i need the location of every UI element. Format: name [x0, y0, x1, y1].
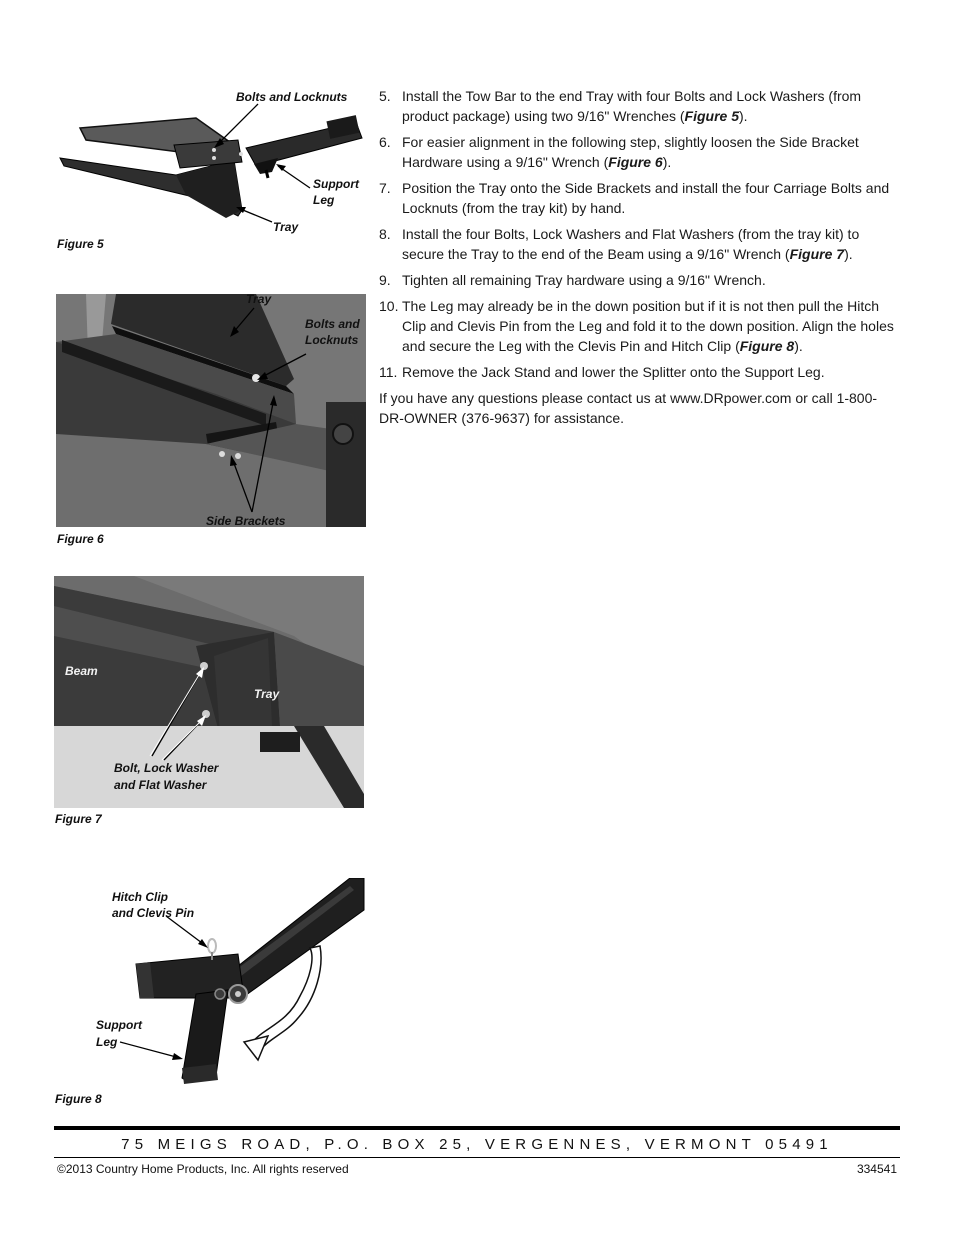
- figure-5-callout-bolts: Bolts and Locknuts: [236, 90, 348, 104]
- step-text: Tighten all remaining Tray hardware using a 9/16" Wrench.: [402, 272, 766, 288]
- contact-paragraph: If you have any questions please contact us at www.DRpower.com or call 1-800-DR-OWNER (376-9637) for assistance.: [379, 390, 878, 426]
- footer-address: 75 MEIGS ROAD, P.O. BOX 25, VERGENNES, VERMONT 05491: [121, 1136, 833, 1153]
- step-text: The Leg may already be in the down position but if it is not then pull the Hitch Clip and Clevis Pin from the Leg and fold it to the down position. Align the holes and secure the Leg with the Clevis Pin and Hitch Clip (: [402, 298, 894, 354]
- figure-7-callout-bolt-line2: and Flat Washer: [114, 778, 207, 792]
- step-number: 6.: [379, 134, 391, 150]
- figure-5-callout-tray: Tray: [273, 220, 299, 234]
- step-text-end: ).: [844, 246, 853, 262]
- figure-5-caption: Figure 5: [57, 237, 104, 251]
- figure-8-callout-support-line1: Support: [96, 1018, 142, 1032]
- step-text-end: ).: [794, 338, 803, 354]
- step-7: [379, 178, 897, 218]
- instruction-steps: [379, 86, 897, 428]
- figure-reference: Figure 5: [684, 108, 739, 124]
- figure-7-callout-tray: Tray: [254, 687, 280, 701]
- figure-8-callout-hitch-line1: Hitch Clip: [112, 890, 168, 904]
- figure-reference: Figure 6: [608, 154, 663, 170]
- footer-part-number: 334541: [856, 1162, 897, 1176]
- figure-6-callout-bolts-line1: Bolts and: [305, 317, 360, 331]
- figure-5-callout-support-leg-line1: Support: [313, 177, 359, 191]
- step-5: [379, 86, 897, 126]
- figure-7-callout-bolt-line1: Bolt, Lock Washer: [114, 761, 219, 775]
- figure-5-illustration: [56, 100, 376, 240]
- footer-copyright: ©2013 Country Home Products, Inc. All rights reserved: [57, 1162, 349, 1176]
- step-number: 10.: [379, 298, 399, 314]
- figure-reference: Figure 8: [739, 338, 795, 354]
- footer-rule-thick: [54, 1126, 900, 1130]
- figure-6-callout-tray: Tray: [246, 292, 272, 306]
- step-text-end: ).: [739, 108, 748, 124]
- step-8: [379, 224, 897, 264]
- step-number: 11.: [379, 364, 398, 380]
- step-6: [379, 132, 897, 172]
- figure-6-callout-bolts-line2: Locknuts: [305, 333, 359, 347]
- figure-5-callout-support-leg-line2: Leg: [313, 193, 335, 207]
- figure-8-caption: Figure 8: [55, 1092, 102, 1106]
- step-10: [379, 296, 897, 356]
- figure-6-callout-side-brackets: Side Brackets: [206, 514, 286, 528]
- step-text: For easier alignment in the following step, slightly loosen the Side Bracket Hardware using a 9/16" Wrench (: [402, 134, 859, 170]
- step-text: Remove the Jack Stand and lower the Splitter onto the Support Leg.: [402, 364, 825, 380]
- figure-6-caption: Figure 6: [57, 532, 104, 546]
- figure-8-callout-hitch-line2: and Clevis Pin: [112, 906, 195, 920]
- footer-rule-thin: [54, 1157, 900, 1158]
- figure-reference: Figure 7: [789, 246, 845, 262]
- step-text-end: ).: [662, 154, 672, 170]
- figure-7-callout-beam: Beam: [65, 664, 98, 678]
- figure-7-caption: Figure 7: [55, 812, 102, 826]
- step-9: [379, 270, 897, 290]
- step-text: Install the four Bolts, Lock Washers and Flat Washers (from the tray kit) to secure the Tray to the end of the Beam using a 9/16" Wrench (: [402, 226, 860, 262]
- step-number: 5.: [379, 88, 391, 104]
- step-number: 9.: [379, 272, 391, 288]
- figure-8-callout-support-line2: Leg: [96, 1035, 118, 1049]
- step-number: 8.: [379, 226, 391, 242]
- step-11: [379, 362, 897, 382]
- step-text: Install the Tow Bar to the end Tray with four Bolts and Lock Washers (from product package) using two 9/16" Wrenches (: [402, 88, 862, 124]
- step-text: Position the Tray onto the Side Brackets and install the four Carriage Bolts and Locknuts (from the tray kit) by hand.: [402, 180, 890, 216]
- step-number: 7.: [379, 180, 391, 196]
